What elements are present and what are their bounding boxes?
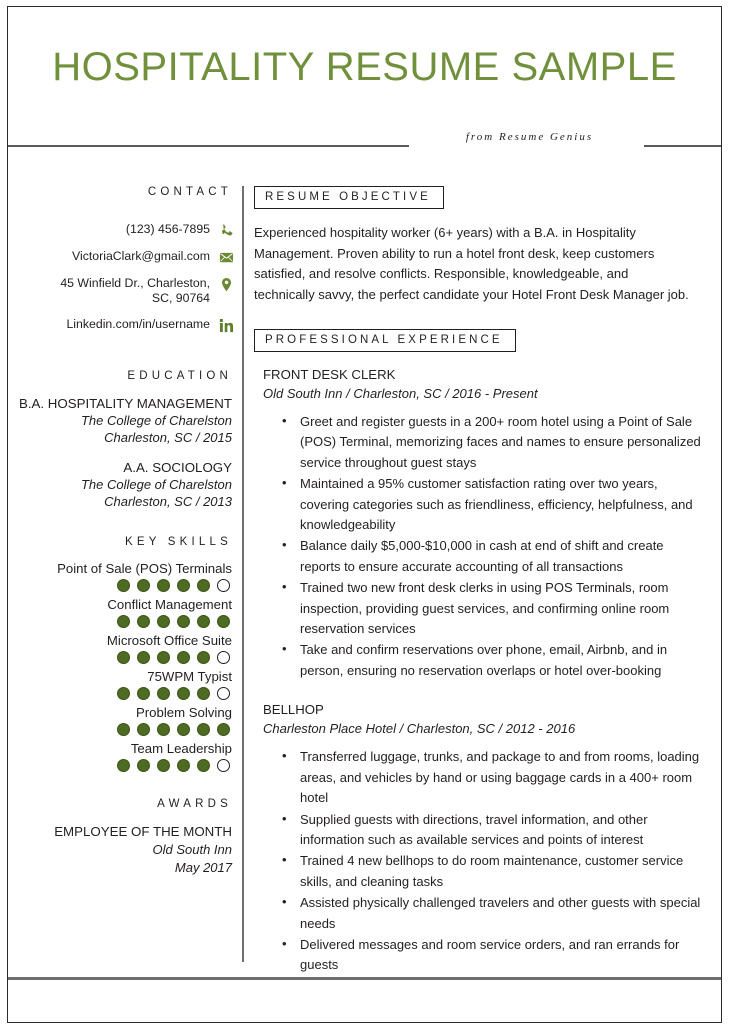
- job-bullet: • Trained two new front desk clerks in using POS Terminals, room inspection, providing guest services, and confirming online room reservation services: [300, 578, 702, 639]
- job-bullet: • Take and confirm reservations over phone, email, Airbnb, and in person, ensuring no reservation overlaps or hotel over-booking: [300, 640, 702, 681]
- skill-dot-filled: [157, 723, 170, 736]
- job-bullet: • Trained 4 new bellhops to do room maintenance, customer service skills, and cleaning tasks: [300, 851, 702, 892]
- spacer-skills-awards: [8, 772, 234, 798]
- job-bullet: • Delivered messages and room service orders, and ran errands for guests: [300, 935, 702, 976]
- job-bullets: [254, 747, 702, 975]
- skill-item: [8, 668, 234, 700]
- awards-heading: AWARDS: [157, 798, 232, 810]
- skill-dot-empty: [217, 687, 230, 700]
- footer-rule: [8, 977, 721, 980]
- experience-job: [254, 701, 702, 975]
- skill-label: Conflict Management: [107, 597, 232, 612]
- skill-dot-filled: [117, 723, 130, 736]
- byline-rule-left: [8, 145, 409, 147]
- skill-dot-filled: [197, 687, 210, 700]
- education-degree: A.A. SOCIOLOGY: [123, 460, 232, 475]
- spacer-education-skills: [8, 510, 234, 536]
- job-title: BELLHOP: [263, 702, 324, 718]
- skill-dot-filled: [177, 687, 190, 700]
- contact-item-email[interactable]: [8, 249, 234, 265]
- contact-phone-text: (123) 456-7895: [125, 222, 210, 236]
- objective-text: Experienced hospitality worker (6+ years) with a B.A. in Hospitality Management. Proven ability to run a hotel front desk, keep customers satisfied, and resolve conflicts. Responsible, knowledgeable, and technically savvy, the perfect candidate your Hotel Front Desk Manager job.: [254, 225, 689, 302]
- award-title: EMPLOYEE OF THE MONTH: [54, 824, 232, 839]
- experience-section-heading: PROFESSIONAL EXPERIENCE: [254, 329, 516, 352]
- skill-label: Point of Sale (POS) Terminals: [57, 561, 232, 576]
- phone-icon: [219, 223, 234, 238]
- location-pin-icon: [219, 277, 234, 292]
- skill-item: [8, 596, 234, 628]
- skill-dot-filled: [177, 615, 190, 628]
- skill-rating: [8, 723, 234, 736]
- skill-dot-empty: [217, 759, 230, 772]
- envelope-icon: [219, 250, 234, 265]
- education-item: [8, 395, 234, 446]
- job-bullet: • Greet and register guests in a 200+ room hotel using a Point of Sale (POS) Terminal, memorizing faces and names to ensure personalized service throughout guest stays: [300, 412, 702, 473]
- skill-label: Problem Solving: [135, 705, 232, 720]
- skill-dot-filled: [177, 579, 190, 592]
- skill-dot-filled: [157, 687, 170, 700]
- contact-item-linkedin[interactable]: [8, 317, 234, 333]
- skills-list: [8, 560, 234, 772]
- award-date: May 2017: [174, 860, 232, 875]
- skill-item: [8, 560, 234, 592]
- skill-label: Microsoft Office Suite: [106, 633, 232, 648]
- spacer-contact-education: [8, 344, 234, 370]
- skill-label: 75WPM Typist: [147, 669, 232, 684]
- contact-list: [8, 222, 234, 333]
- job-bullet: • Assisted physically challenged travelers and other guests with special needs: [300, 893, 702, 934]
- education-school: The College of Charelston: [80, 477, 232, 492]
- skill-dot-filled: [137, 759, 150, 772]
- education-location-date: Charleston, SC / 2015: [104, 430, 232, 445]
- skill-rating: [8, 579, 234, 592]
- contact-email-text: VictoriaClark@gmail.com: [72, 249, 210, 263]
- job-bullet: • Maintained a 95% customer satisfaction rating over two years, covering categories such as friendliness, efficiency, helpfulness, and knowledgeability: [300, 474, 702, 535]
- skill-dot-filled: [117, 579, 130, 592]
- skill-item: [8, 740, 234, 772]
- column-divider: [242, 186, 244, 962]
- skill-dot-filled: [177, 723, 190, 736]
- job-bullets: [254, 412, 702, 681]
- skill-dot-filled: [197, 723, 210, 736]
- main-content: [254, 186, 702, 977]
- skill-dot-filled: [137, 615, 150, 628]
- skill-rating: [8, 687, 234, 700]
- job-bullet: • Transferred luggage, trunks, and package to and from rooms, loading areas, and vehicles by hand or using baggage cards in a 400+ room hotel: [300, 747, 702, 808]
- skill-dot-filled: [217, 723, 230, 736]
- resume-header: [8, 7, 721, 157]
- skill-dot-filled: [157, 579, 170, 592]
- skill-dot-filled: [137, 687, 150, 700]
- linkedin-icon: [219, 318, 234, 333]
- byline-row: [8, 131, 721, 153]
- skill-rating: [8, 651, 234, 664]
- skill-dot-filled: [197, 759, 210, 772]
- skill-dot-filled: [117, 651, 130, 664]
- skill-rating: [8, 615, 234, 628]
- job-meta: Charleston Place Hotel / Charleston, SC / 2012 - 2016: [263, 721, 576, 737]
- skill-dot-filled: [177, 759, 190, 772]
- byline-text: from Resume Genius: [465, 131, 594, 143]
- objective-section-heading: RESUME OBJECTIVE: [254, 186, 444, 209]
- education-item: [8, 459, 234, 510]
- job-bullet: • Supplied guests with directions, travel information, and other information such as available services and points of interest: [300, 810, 702, 851]
- skill-dot-filled: [137, 723, 150, 736]
- sidebar: [8, 186, 234, 877]
- education-school: The College of Charelston: [80, 413, 232, 428]
- skill-dot-filled: [157, 651, 170, 664]
- contact-item-address[interactable]: [8, 276, 234, 306]
- skill-dot-filled: [117, 687, 130, 700]
- skill-dot-filled: [117, 615, 130, 628]
- skill-dot-filled: [197, 579, 210, 592]
- experience-job: [254, 366, 702, 681]
- skill-dot-filled: [217, 615, 230, 628]
- skill-dot-filled: [197, 615, 210, 628]
- skill-item: [8, 704, 234, 736]
- skill-dot-filled: [137, 579, 150, 592]
- skill-dot-filled: [157, 615, 170, 628]
- job-bullet: • Balance daily $5,000-$10,000 in cash at end of shift and create reports to ensure accurate accounting of all transactions: [300, 536, 702, 577]
- award-org: Old South Inn: [152, 842, 232, 857]
- contact-heading: CONTACT: [147, 186, 232, 198]
- job-meta: Old South Inn / Charleston, SC / 2016 - Present: [263, 386, 538, 401]
- award-item: [8, 823, 234, 877]
- page-title: HOSPITALITY RESUME SAMPLE: [52, 45, 677, 89]
- skills-heading: KEY SKILLS: [125, 536, 232, 548]
- skill-dot-filled: [137, 651, 150, 664]
- contact-address-text: 45 Winfield Dr., Charleston, SC, 90764: [60, 276, 210, 305]
- skill-dot-filled: [117, 759, 130, 772]
- education-degree: B.A. HOSPITALITY MANAGEMENT: [18, 396, 232, 411]
- skill-dot-filled: [157, 759, 170, 772]
- skill-rating: [8, 759, 234, 772]
- skill-dot-filled: [197, 651, 210, 664]
- contact-item-phone[interactable]: [8, 222, 234, 238]
- contact-linkedin-text: Linkedin.com/in/username: [66, 317, 210, 331]
- education-location-date: Charleston, SC / 2013: [104, 494, 232, 509]
- byline-rule-right: [644, 145, 721, 147]
- skill-label: Team Leadership: [130, 741, 232, 756]
- spacer-objective-experience: [254, 305, 702, 329]
- skill-dot-filled: [177, 651, 190, 664]
- skill-dot-empty: [217, 579, 230, 592]
- skill-dot-empty: [217, 651, 230, 664]
- job-title: FRONT DESK CLERK: [263, 367, 396, 382]
- education-heading: EDUCATION: [127, 370, 232, 382]
- skill-item: [8, 632, 234, 664]
